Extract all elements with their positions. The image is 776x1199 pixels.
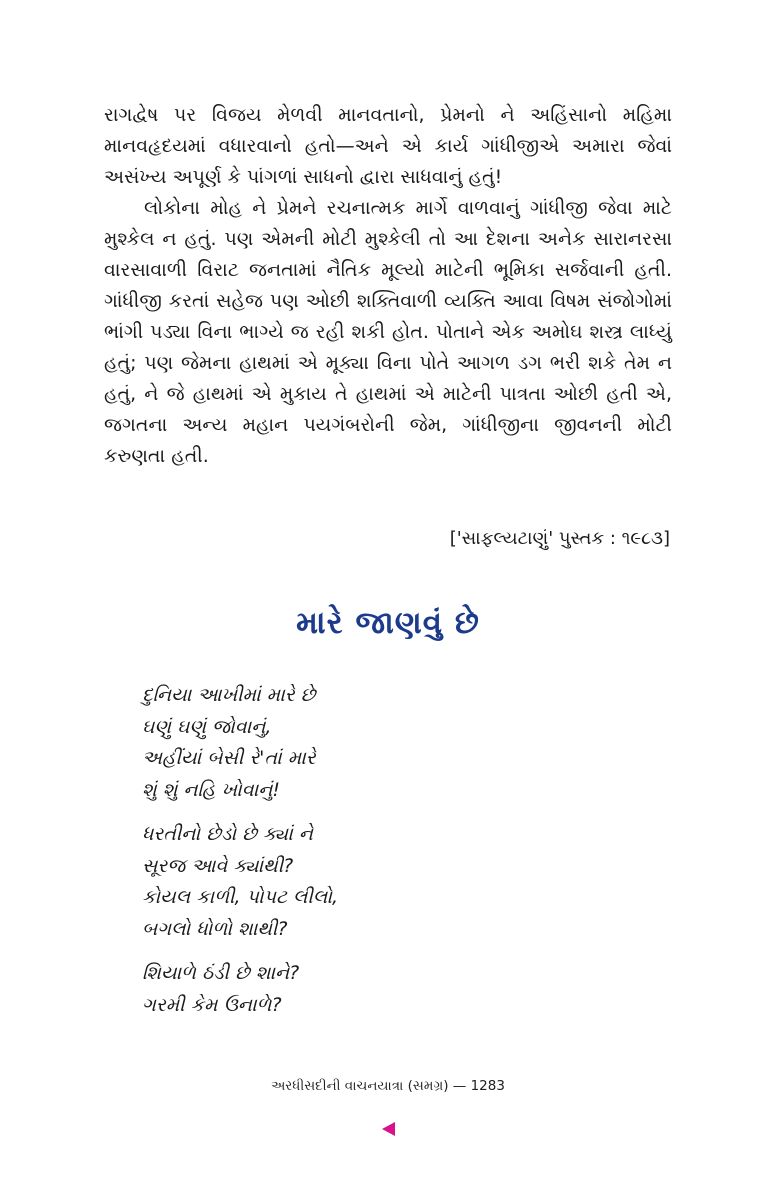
- poem-line: ગરમી કેમ ઉનાળે?: [142, 993, 282, 1016]
- paragraph-2: લોકોના મોહ ને પ્રેમને રચનાત્મક માર્ગે વાળવાનું ગાંધીજી જેવા માટે મુશ્કેલ ન હતું. પણ એમની મોટી મુશ્કેલી તો આ દેશના અનેક સારાનરસા વારસાવાળી વિરાટ જનતામાં નૈતિક મૂલ્યો માટેની ભૂમિકા સર્જવાની હતી. ગાંધીજી કરતાં સહેજ પણ ઓછી શક્તિવાળી વ્યક્તિ આવા વિષમ સંજોગોમાં ભાંગી પડ્યા વિના ભાગ્યે જ રહી શકી હોત. પોતાને એક અમોઘ શસ્ત્ર લાધ્યું હતું; પણ જેમના હાથમાં એ મૂક્યા વિના પોતે આગળ ડગ ભરી શકે તેમ ન હતું, ને જે હાથમાં એ મુકાય તે હાથમાં એ માટેની પાત્રતા ઓછી હતી એ, જગતના અન્ય મહાન પયગંબરોની જેમ, ગાંધીજીના જીવનની મોટી કરુણતા હતી.: [104, 197, 672, 467]
- previous-page-arrow-icon[interactable]: [382, 1122, 395, 1136]
- poem-stanza-2: [142, 819, 542, 945]
- poem-title: મારે જાણવું છે: [296, 605, 480, 641]
- poem-stanza-3: [142, 958, 542, 1021]
- article-body: [104, 100, 672, 472]
- poem-line: સૂરજ આવે ક્યાંથી?: [142, 854, 294, 877]
- poem-line: કોયલ કાળી, પોપટ લીલો,: [142, 886, 338, 908]
- poem-line: દુનિયા આખીમાં મારે છે: [142, 684, 316, 706]
- poem-line: શું શું નહિ ખોવાનું!: [142, 778, 281, 801]
- poem-line: અહીંયાં બેસી રે'તાં મારે: [142, 747, 316, 769]
- poem-body: [142, 680, 542, 1034]
- poem-line: ઘણું ઘણું જોવાનું,: [142, 715, 272, 738]
- poem-line: બગલો ધોળો શાથી?: [142, 917, 288, 940]
- source-citation: ['સાફલ્યટાણું' પુસ્તક : ૧૯૮૩]: [449, 528, 670, 549]
- page-footer: અરધીસદીની વાચનયાત્રા (સમગ્ર) — 1283: [271, 1078, 505, 1094]
- paragraph-1: રાગદ્વેષ પર વિજય મેળવી માનવતાનો, પ્રેમનો ને અહિંસાનો મહિમા માનવહૃદયમાં વધારવાનો હતો—અને એ કાર્ય ગાંધીજીએ અમારા જેવાં અસંખ્ય અપૂર્ણ કે પાંગળાં સાધનો દ્વારા સાધવાનું હતું!: [104, 104, 672, 188]
- poem-line: ધરતીનો છેડો છે ક્યાં ને: [142, 823, 313, 845]
- poem-line: શિયાળે ઠંડી છે શાને?: [142, 962, 300, 984]
- poem-stanza-1: [142, 680, 542, 806]
